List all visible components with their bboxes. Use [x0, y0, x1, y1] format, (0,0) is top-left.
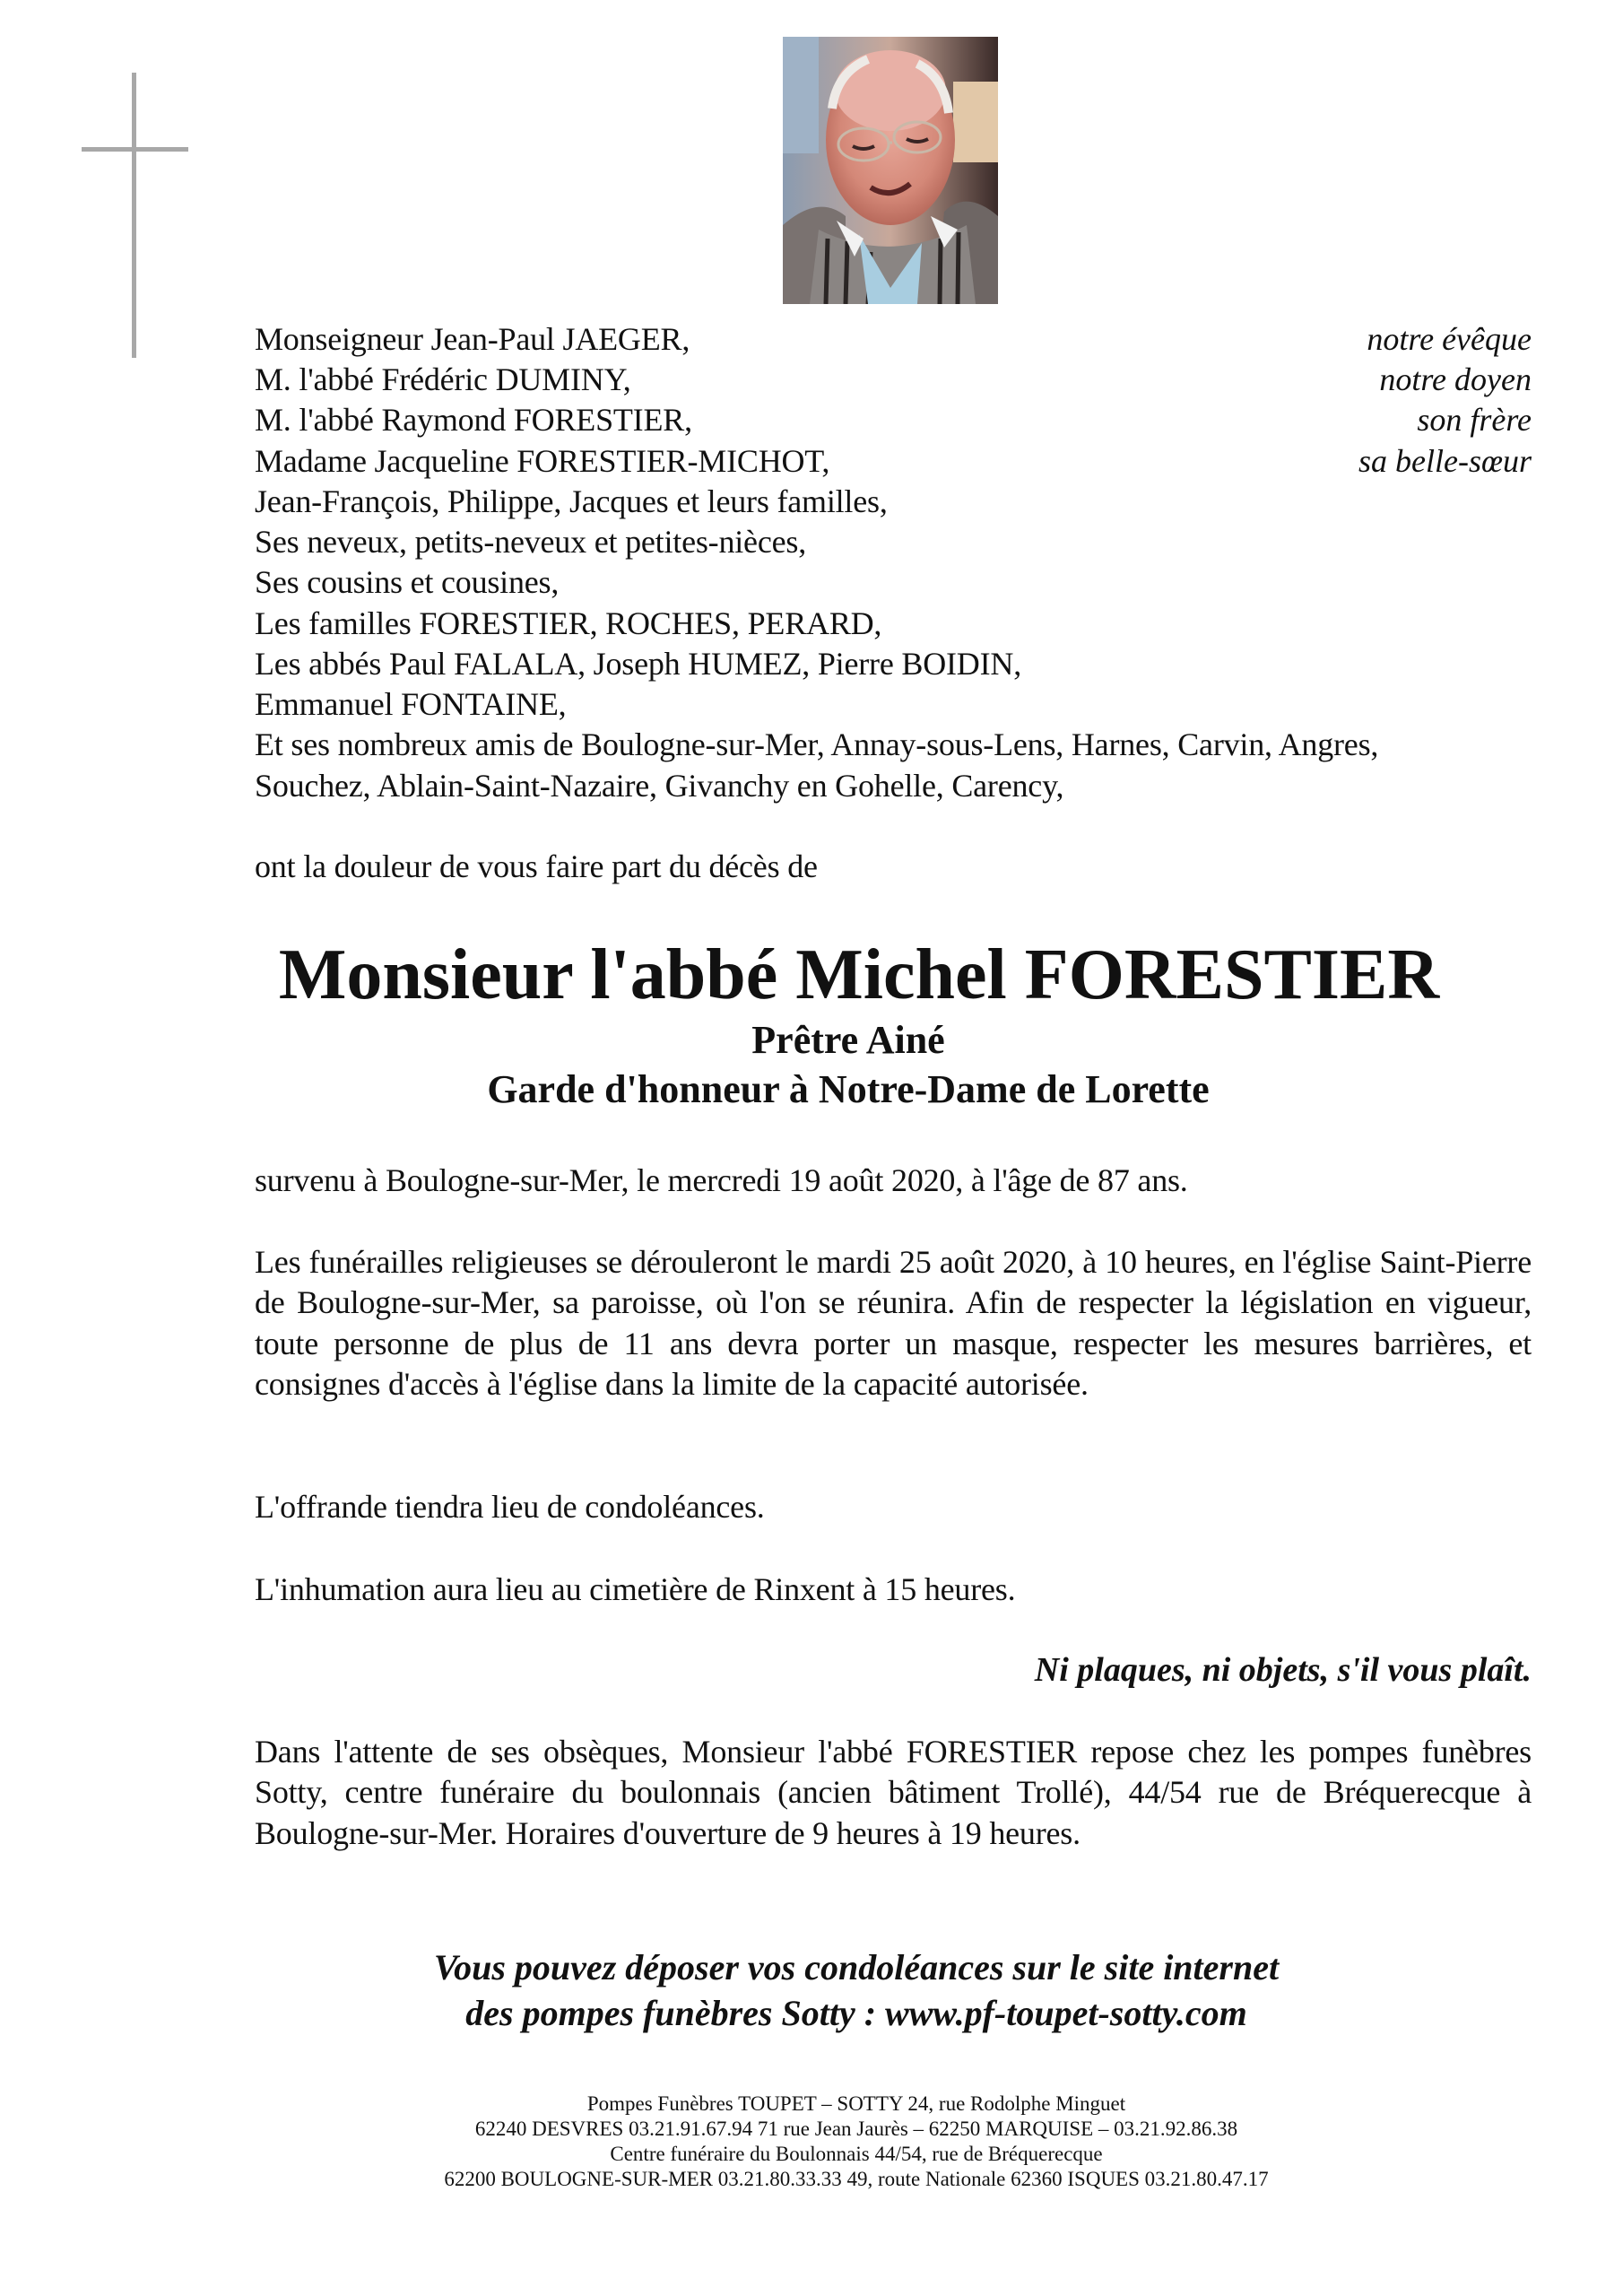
announcer-role: notre doyen	[1379, 361, 1532, 397]
announcer-name: Ses neveux, petits-neveux et petites-nièces,	[255, 524, 806, 560]
announcer-name: Et ses nombreux amis de Boulogne-sur-Mer, Annay-sous-Lens, Harnes, Carvin, Angres,	[255, 726, 1379, 762]
announcer-role: son frère	[1417, 402, 1532, 438]
condolences-website-notice	[0, 1944, 1623, 2036]
visitation-details: Dans l'attente de ses obsèques, Monsieur l'abbé FORESTIER repose chez les pompes funèbres Sotty, centre funéraire du boulonnais (ancien bâtiment Trollé), 44/54 rue de Bréquerecque à Boulogne-sur-Mer. Horaires d'ouverture de 9 heures à 19 heures.	[255, 1734, 1532, 1851]
portrait-photo	[783, 37, 998, 304]
announcer-role: notre évêque	[1367, 321, 1532, 357]
intro-text: ont la douleur de vous faire part du décès de	[255, 848, 818, 884]
announcer-name: M. l'abbé Frédéric DUMINY,	[255, 361, 631, 397]
cross-vertical-bar	[132, 73, 136, 358]
announcer-name: Jean-François, Philippe, Jacques et leurs familles,	[255, 483, 888, 519]
footer-line: Centre funéraire du Boulonnais 44/54, rue de Bréquerecque	[610, 2143, 1103, 2165]
announcer-name: Les familles FORESTIER, ROCHES, PERARD,	[255, 605, 882, 641]
announcer-name: Ses cousins et cousines,	[255, 564, 560, 600]
footer-line: 62240 DESVRES 03.21.91.67.94 71 rue Jean Jaurès – 62250 MARQUISE – 03.21.92.86.38	[474, 2118, 1238, 2140]
deceased-name: Monsieur l'abbé Michel FORESTIER	[278, 935, 1440, 1014]
funeral-home-footer	[0, 2092, 1623, 2192]
announcer-name: Emmanuel FONTAINE,	[255, 686, 567, 722]
website-line-1: Vous pouvez déposer vos condoléances sur le site internet	[433, 1947, 1280, 1987]
announcer-name: Madame Jacqueline FORESTIER-MICHOT,	[255, 443, 830, 479]
announcer-name: Souchez, Ablain-Saint-Nazaire, Givanchy en Gohelle, Carency,	[255, 768, 1064, 804]
burial-notice: L'inhumation aura lieu au cimetière de Rinxent à 15 heures.	[255, 1571, 1016, 1607]
death-notice: survenu à Boulogne-sur-Mer, le mercredi 19 août 2020, à l'âge de 87 ans.	[255, 1162, 1188, 1198]
deceased-honor: Garde d'honneur à Notre-Dame de Lorette	[487, 1067, 1210, 1111]
announcer-name: Les abbés Paul FALALA, Joseph HUMEZ, Pierre BOIDIN,	[255, 646, 1021, 682]
deceased-title: Prêtre Ainé	[751, 1018, 945, 1062]
funeral-details: Les funérailles religieuses se dérouleront le mardi 25 août 2020, à 10 heures, en l'église Saint-Pierre de Boulogne-sur-Mer, sa paroisse, où l'on se réunira. Afin de respecter la législation en vigueur, toute personne de plus de 11 ans devra porter un masque, respecter les mesures barrières, et consignes d'accès à l'église dans la limite de la capacité autorisée.	[255, 1244, 1532, 1402]
website-line-2: des pompes funèbres Sotty : www.pf-toupet-sotty.com	[465, 1993, 1247, 2033]
footer-line: Pompes Funèbres TOUPET – SOTTY 24, rue Rodolphe Minguet	[586, 2092, 1126, 2115]
cross-horizontal-bar	[82, 147, 188, 152]
announcer-name: M. l'abbé Raymond FORESTIER,	[255, 402, 692, 438]
no-flowers-notice: Ni plaques, ni objets, s'il vous plaît.	[1034, 1651, 1532, 1689]
announcer-role: sa belle-sœur	[1358, 443, 1532, 479]
footer-line: 62200 BOULOGNE-SUR-MER 03.21.80.33.33 49, route Nationale 62360 ISQUES 03.21.80.47.17	[444, 2168, 1269, 2190]
offering-notice: L'offrande tiendra lieu de condoléances.	[255, 1489, 765, 1525]
portrait-image	[783, 37, 998, 304]
announcer-name: Monseigneur Jean-Paul JAEGER,	[255, 321, 690, 357]
